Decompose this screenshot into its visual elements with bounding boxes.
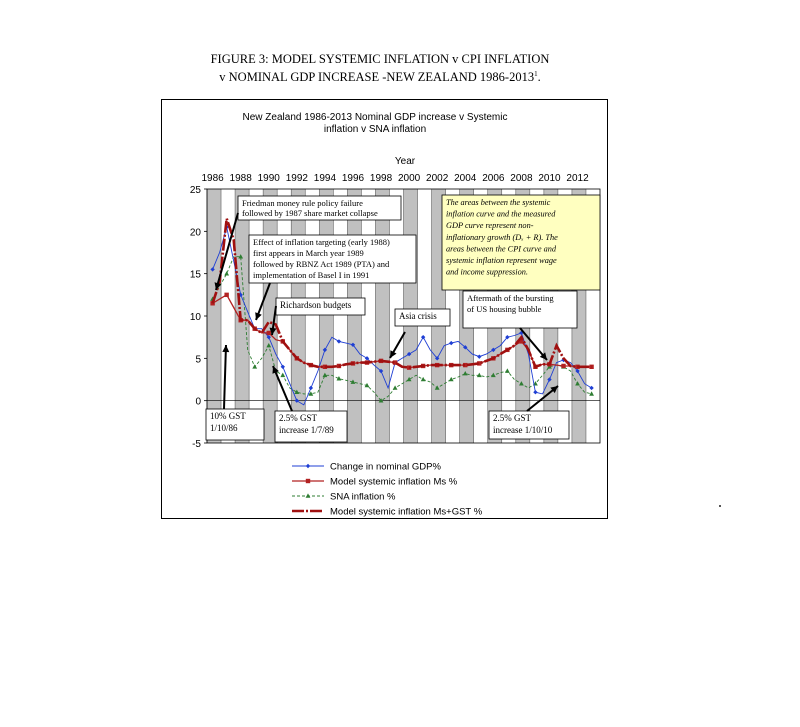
x-axis-label: Year [394, 156, 416, 167]
annotation-friedman-text: followed by 1987 share market collapse [242, 208, 378, 218]
annotation-aftermath-text: Aftermath of the bursting [467, 293, 554, 303]
annotation-targeting-text: implementation of Basel I in 1991 [253, 270, 370, 280]
annotation-gst-2-text: 2.5% GST [279, 413, 317, 423]
annotation-richardson-text: Richardson budgets [280, 300, 352, 310]
y-tick-label: 20 [189, 227, 201, 239]
y-tick-label: 0 [195, 396, 201, 408]
chart-title-line-2: inflation v SNA inflation [323, 124, 427, 135]
annotation-note [442, 195, 600, 290]
annotation-gst-2-text: increase 1/7/89 [279, 425, 334, 435]
annotation-friedman-text: Friedman money rule policy failure [242, 198, 363, 208]
grid-band [361, 189, 375, 443]
y-tick-label: 5 [195, 354, 201, 366]
y-tick-label: 10 [189, 312, 201, 323]
annotation-gst-3-text: 2.5% GST [493, 413, 531, 423]
caption-line-1: FIGURE 3: MODEL SYSTEMIC INFLATION v CPI INFLATION [210, 52, 550, 66]
x-tick-label: 2000 [397, 173, 421, 184]
x-tick-label: 1994 [313, 173, 337, 184]
annotation-asia [395, 309, 450, 326]
data-point [306, 464, 310, 468]
data-point [224, 293, 228, 297]
x-tick-label: 1996 [341, 173, 365, 184]
grid-band [305, 189, 319, 443]
y-tick-label: 15 [189, 269, 201, 281]
annotation-aftermath-text: of US housing bubble [467, 304, 542, 314]
data-point [306, 479, 310, 483]
legend-item-2 [292, 477, 458, 488]
annotation-aftermath [463, 291, 577, 328]
x-tick-label: 2010 [538, 173, 561, 184]
annotation-note-text: inflationary growth (Dₓ + R). The [446, 232, 558, 242]
legend-item-3 [292, 492, 396, 503]
y-tick-label: -5 [192, 439, 201, 450]
annotation-targeting-text: followed by RBNZ Act 1989 (PTA) and [253, 259, 390, 269]
x-tick-label: 2002 [426, 173, 449, 184]
x-tick-label: 1998 [369, 173, 393, 184]
legend-label: SNA inflation % [330, 491, 396, 503]
footnote-mark: 1 [534, 70, 538, 78]
x-tick-label: 2012 [566, 173, 589, 184]
legend-label: Change in nominal GDP% [330, 461, 441, 473]
caption-line-2-text: v NOMINAL GDP INCREASE -NEW ZEALAND 1986-2013 [219, 70, 535, 85]
annotation-gst-1-text: 10% GST [210, 411, 246, 421]
legend-label: Model systemic inflation Ms % [330, 476, 458, 488]
x-tick-label: 1990 [257, 173, 280, 184]
x-tick-label: 1992 [285, 173, 308, 184]
legend [292, 462, 483, 518]
annotation-targeting-text: first appears in March year 1989 [253, 248, 364, 258]
annotation-note-text: inflation curve and the measured [446, 209, 556, 219]
annotation-targeting [249, 235, 416, 283]
annotation-targeting-text: Effect of inflation targeting (early 1988) [253, 237, 390, 247]
x-tick-label: 1988 [229, 173, 252, 184]
annotation-richardson [276, 298, 365, 315]
caption-line-2-end: . [537, 70, 541, 85]
legend-item-1 [292, 462, 441, 473]
annotation-gst-3 [489, 411, 569, 439]
annotation-friedman [238, 196, 401, 220]
annotation-gst-1 [206, 409, 264, 440]
annotation-note-text: GDP curve represent non- [446, 221, 534, 231]
grid-band [333, 189, 347, 443]
legend-label: Model systemic inflation Ms+GST % [330, 506, 483, 518]
annotation-note-text: areas between the CPI curve and [446, 244, 557, 254]
annotation-gst-1-text: 1/10/86 [210, 423, 238, 433]
data-point [267, 331, 271, 335]
chart-title-line-1: New Zealand 1986-2013 Nominal GDP increase v Systemic [242, 112, 508, 123]
x-tick-label: 2008 [510, 173, 533, 184]
y-tick-label: 25 [189, 185, 201, 196]
annotation-gst-3-text: increase 1/10/10 [493, 425, 553, 435]
x-tick-label: 2004 [454, 173, 477, 184]
annotation-note-text: systemic inflation represent wage [446, 256, 557, 265]
x-tick-label: 2006 [482, 173, 505, 184]
annotation-note-text: and income suppression. [446, 267, 528, 277]
legend-item-4 [292, 507, 483, 518]
annotation-note-text: The areas between the systemic [446, 198, 551, 207]
x-tick-label: 1986 [201, 173, 224, 184]
data-point [561, 364, 565, 368]
annotation-asia-text: Asia crisis [399, 311, 437, 321]
annotation-gst-2 [275, 411, 347, 442]
